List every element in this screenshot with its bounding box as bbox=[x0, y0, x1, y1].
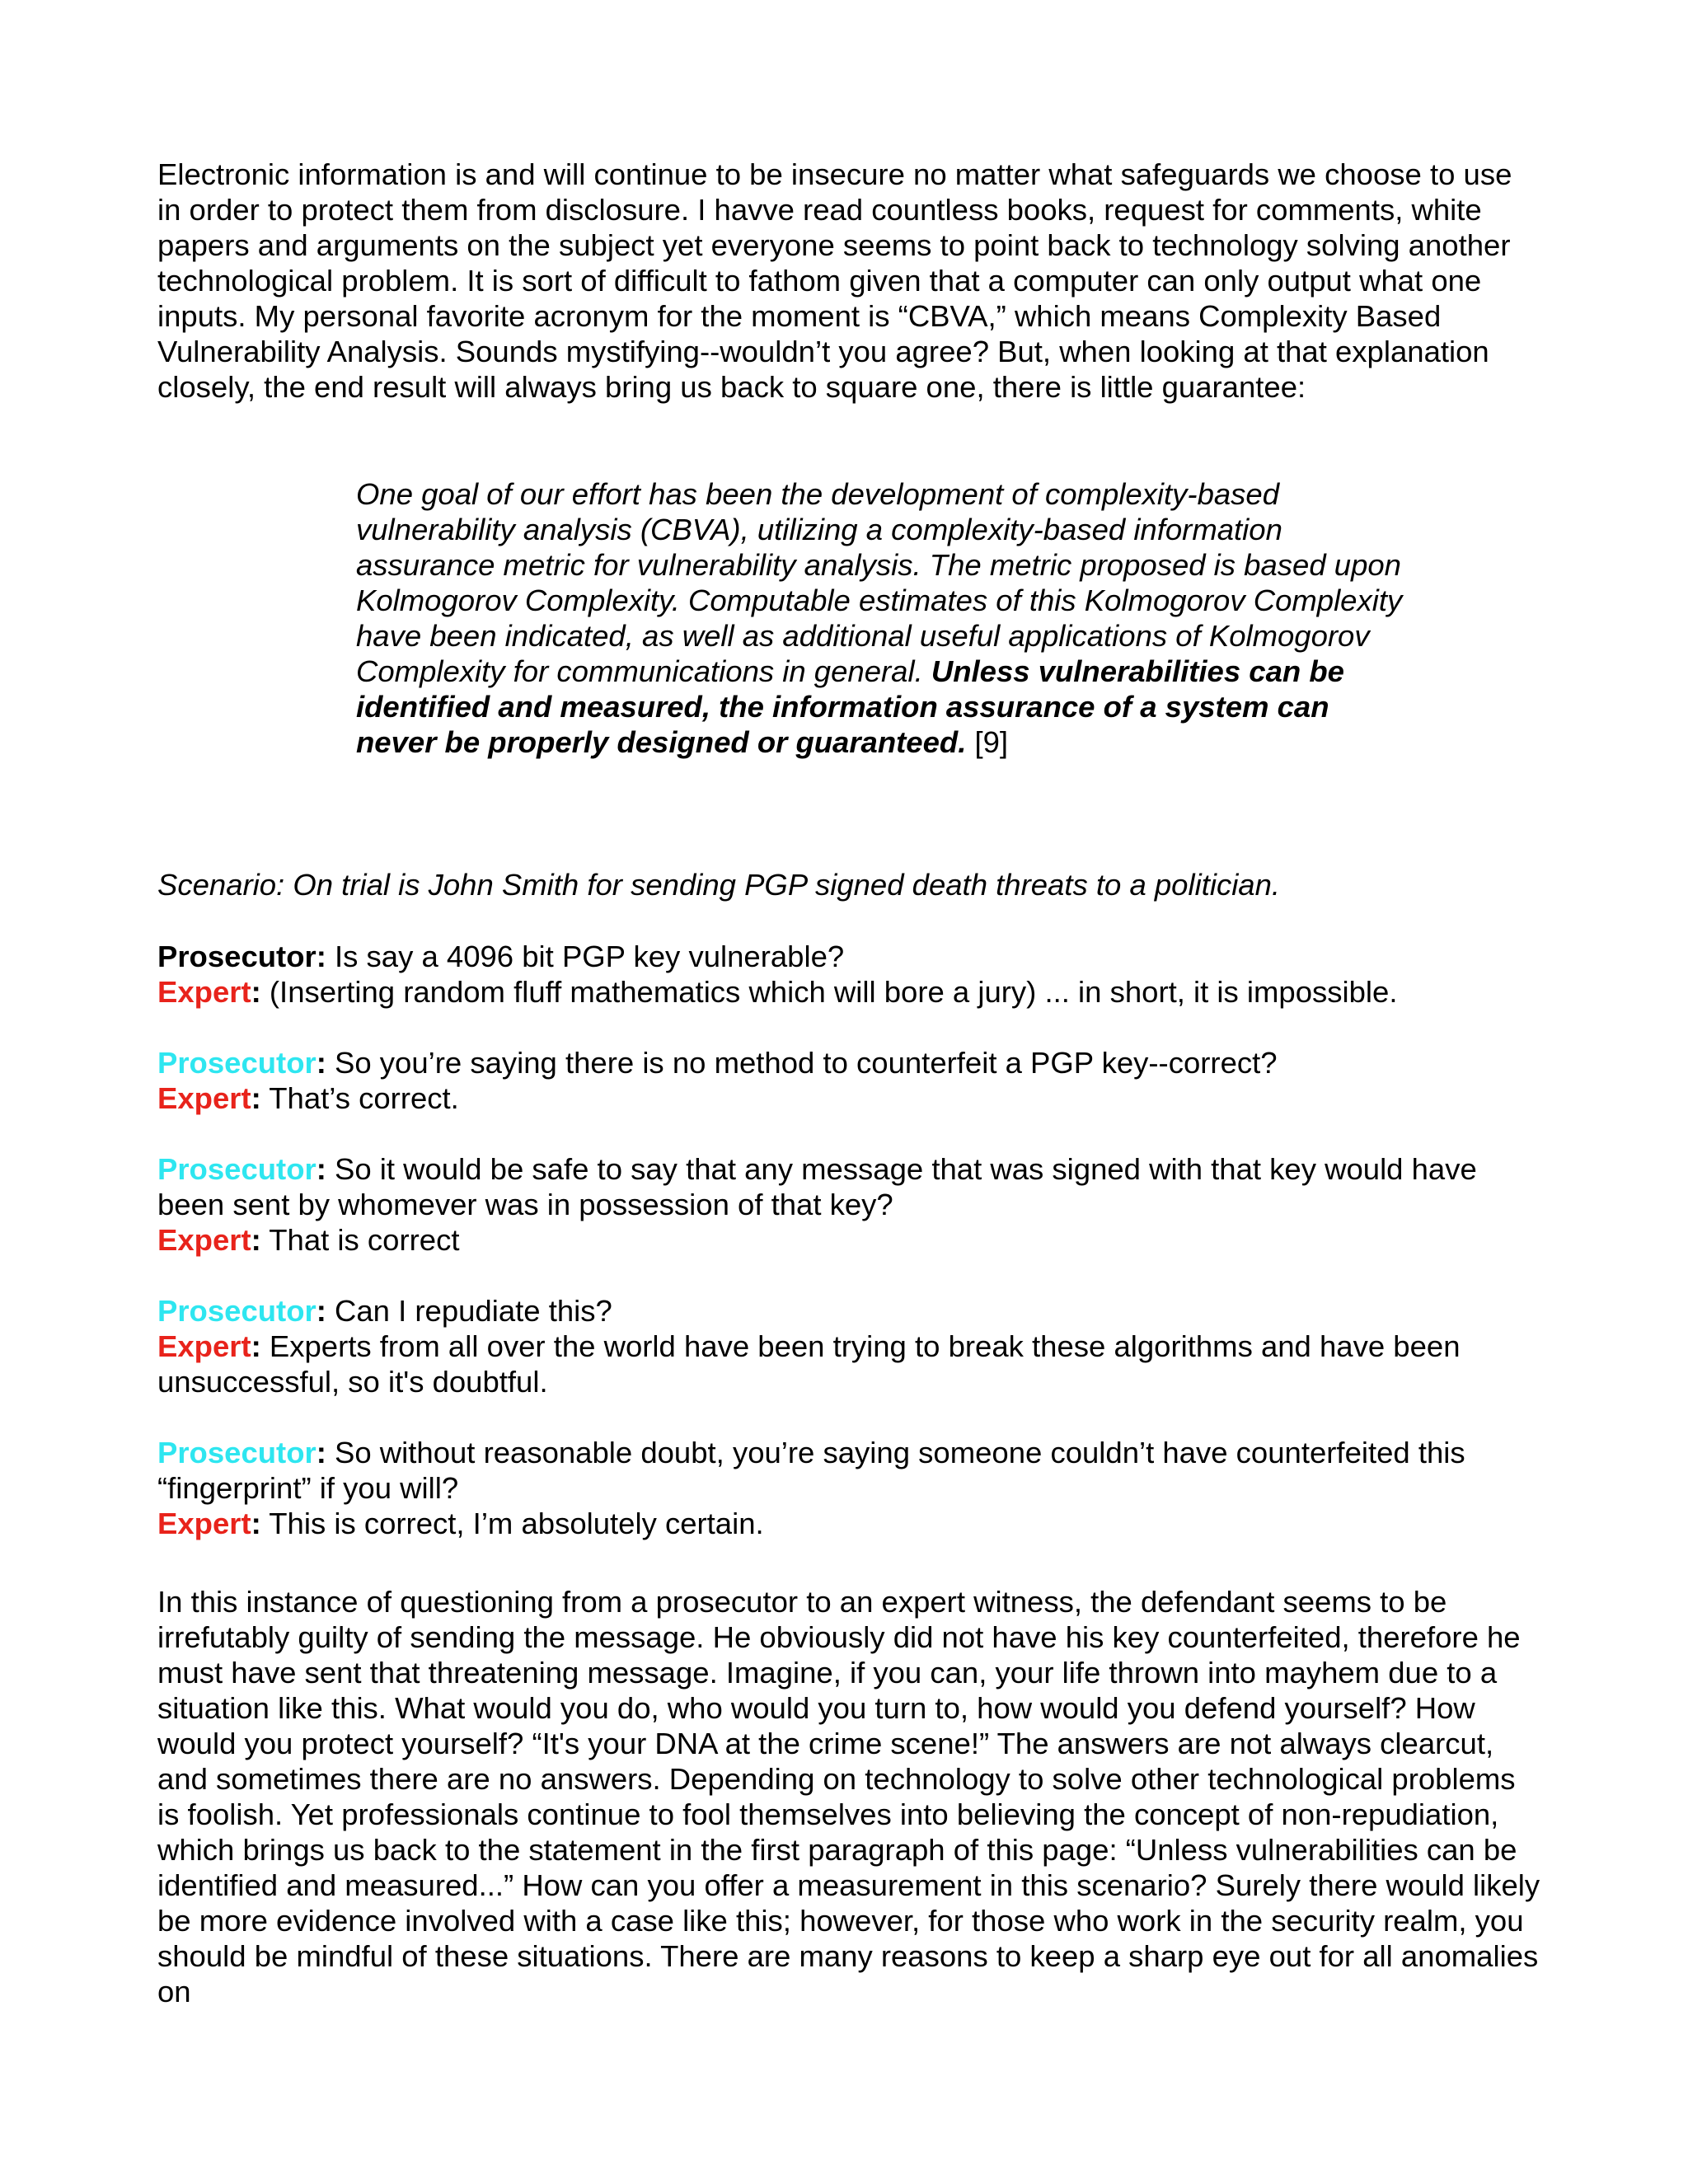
expert-answer: (Inserting random fluff mathematics which will bore a jury) ... in short, it is impossible. bbox=[260, 975, 1398, 1009]
prosecutor-label: Prosecutor bbox=[157, 1436, 316, 1469]
colon: : bbox=[251, 975, 261, 1009]
colon: : bbox=[316, 940, 326, 973]
colon: : bbox=[251, 1223, 261, 1257]
colon: : bbox=[316, 1436, 326, 1469]
expert-label: Expert bbox=[157, 1329, 251, 1363]
colon: : bbox=[251, 1507, 261, 1540]
expert-label: Expert bbox=[157, 1081, 251, 1115]
exchange-3 bbox=[157, 1151, 1542, 1258]
colon: : bbox=[316, 1294, 326, 1328]
colon: : bbox=[316, 1152, 326, 1186]
expert-label: Expert bbox=[157, 1507, 251, 1540]
expert-answer: This is correct, I’m absolutely certain. bbox=[260, 1507, 764, 1540]
colon: : bbox=[316, 1046, 326, 1080]
expert-label: Expert bbox=[157, 1223, 251, 1257]
exchange-5 bbox=[157, 1435, 1542, 1541]
scenario-line: Scenario: On trial is John Smith for sending PGP signed death threats to a politician. bbox=[157, 868, 1281, 902]
exchange-2 bbox=[157, 1045, 1542, 1116]
prosecutor-question: So it would be safe to say that any message that was signed with that key would have been sent by whomever was in possession of that key? bbox=[157, 1152, 1477, 1221]
colon: : bbox=[251, 1329, 261, 1363]
expert-answer: That’s correct. bbox=[260, 1081, 459, 1115]
prosecutor-label: Prosecutor bbox=[157, 1152, 316, 1186]
exchange-1 bbox=[157, 939, 1542, 1010]
quote-italic-text: One goal of our effort has been the development of complexity-based vulnerability analysis (CBVA), utilizing a complexity-based information assurance metric for vulnerability analysis. The metric proposed is based upon Kolmogorov Complexity. Computable estimates of this Kolmogorov Complexity have been indicated, as well as additional useful applications of Kolmogorov Complexity for communications in general. bbox=[356, 477, 1403, 688]
prosecutor-label: Prosecutor bbox=[157, 940, 316, 973]
quote-citation: [9] bbox=[966, 725, 1009, 759]
expert-label: Expert bbox=[157, 975, 251, 1009]
exchange-4 bbox=[157, 1293, 1542, 1399]
expert-answer: That is correct bbox=[260, 1223, 460, 1257]
prosecutor-question: So you’re saying there is no method to counterfeit a PGP key--correct? bbox=[326, 1046, 1278, 1080]
block-quote bbox=[356, 476, 1411, 760]
closing-paragraph: In this instance of questioning from a prosecutor to an expert witness, the defendant seems to be irrefutably guilty of sending the message. He obviously did not have his key counterfeited, therefore he must have sent that threatening message. Imagine, if you can, your life thrown into mayhem due to a situation like this. What would you do, who would you turn to, how would you defend yourself? How would you protect yourself? “It's your DNA at the crime scene!” The answers are not always clearcut, and sometimes there are no answers. Depending on technology to solve other technological problems is foolish. Yet professionals continue to fool themselves into believing the concept of non-repudiation, which brings us back to the statement in the first paragraph of this page: “Unless vulnerabilities can be identified and measured...” How can you offer a measurement in this scenario? Surely there would likely be more evidence involved with a case like this; however, for those who work in the security realm, you should be mindful of these situations. There are many reasons to keep a sharp eye out for all anomalies on bbox=[157, 1585, 1540, 2008]
prosecutor-question: So without reasonable doubt, you’re saying someone couldn’t have counterfeited this “fingerprint” if you will? bbox=[157, 1436, 1465, 1505]
prosecutor-label: Prosecutor bbox=[157, 1046, 316, 1080]
intro-paragraph: Electronic information is and will continue to be insecure no matter what safeguards we choose to use in order to protect them from disclosure. I havve read countless books, request for comments, white papers and arguments on the subject yet everyone seems to point back to technology solving another technological problem. It is sort of difficult to fathom given that a computer can only output what one inputs. My personal favorite acronym for the moment is “CBVA,” which means Complexity Based Vulnerability Analysis. Sounds mystifying--wouldn’t you agree? But, when looking at that explanation closely, the end result will always bring us back to square one, there is little guarantee: bbox=[157, 157, 1512, 404]
quote-bold-text: Unless vulnerabilities can be identified and measured, the information assurance of a system can never be properly designed or guaranteed. bbox=[356, 654, 1344, 759]
colon: : bbox=[251, 1081, 261, 1115]
expert-answer: Experts from all over the world have been trying to break these algorithms and have been unsuccessful, so it's doubtful. bbox=[157, 1329, 1461, 1399]
prosecutor-question: Can I repudiate this? bbox=[326, 1294, 612, 1328]
prosecutor-question: Is say a 4096 bit PGP key vulnerable? bbox=[326, 940, 845, 973]
prosecutor-label: Prosecutor bbox=[157, 1294, 316, 1328]
